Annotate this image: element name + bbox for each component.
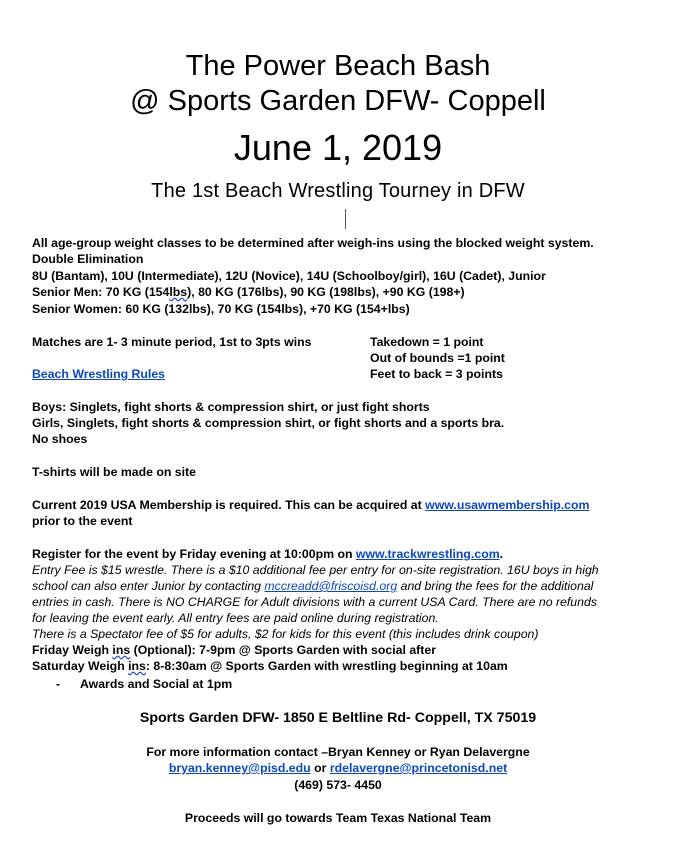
membership-text: Current 2019 USA Membership is required. This can be acquired at [32,498,426,512]
fees-line-2b: and bring the fees for the additional [397,579,594,593]
fees-line-3: entries in cash. There is NO CHARGE for Adult divisions with a current USA Card. There are no refunds [32,595,597,609]
senior-men-part-1: Senior Men: 70 KG (154 [32,285,170,299]
fees-line-4: for leaving the event early. All entry fees are paid online during registration. [32,611,439,625]
spectator-fee: There is a Spectator fee of $5 for adults, $2 for kids for this event (this includes drink coupon) [32,627,539,641]
register-line [32,546,503,562]
contact-line: For more information contact –Bryan Kenney or Ryan Delavergne [146,745,530,759]
mccreadd-email-link[interactable]: mccreadd@friscoisd.org [264,579,398,593]
event-date: June 1, 2019 [233,127,443,168]
title-line-1: The Power Beach Bash [185,50,491,82]
spellcheck-word: ins [128,659,146,673]
spellcheck-word: lbs [169,285,188,299]
attire-shoes: No shoes [32,432,88,446]
venue-address: Sports Garden DFW- 1850 E Beltline Rd- Coppell, TX 75019 [139,710,537,726]
saturday-weighins-a: Saturday Weigh [32,659,129,673]
fees-line-2 [32,578,593,594]
senior-women: Senior Women: 60 KG (132lbs), 70 KG (154lbs), +70 KG (154+lbs) [32,302,410,316]
spellcheck-word: ins [112,643,131,657]
ryan-email-link[interactable]: rdelavergne@princetonisd.net [329,761,508,775]
match-duration: Matches are 1- 3 minute period, 1st to 3pts wins [32,335,312,349]
age-groups: 8U (Bantam), 10U (Intermediate), 12U (Novice), 14U (Schoolboy/girl), 16U (Cadet), Junior [32,269,546,283]
contact-phone: (469) 573- 4450 [294,778,382,792]
scoring-feet-to-back: Feet to back = 3 points [370,367,503,381]
classes-intro: All age-group weight classes to be determined after weigh-ins using the blocked weight system. [32,236,594,250]
membership-line-2: prior to the event [32,514,133,528]
scoring-out-of-bounds: Out of bounds =1 point [370,351,505,365]
subtitle: The 1st Beach Wrestling Tourney in DFW [151,180,525,202]
proceeds-note: Proceeds will go towards Team Texas National Team [184,811,492,825]
register-end: . [499,547,504,561]
register-text: Register for the event by Friday evening at 10:00pm on [32,547,356,561]
contact-emails [0,760,676,776]
usaw-membership-link[interactable]: www.usawmembership.com [425,498,590,512]
tshirts-note: T-shirts will be made on site [32,465,196,479]
awards-social: Awards and Social at 1pm [80,677,233,691]
contact-or: or [310,761,330,775]
senior-men [32,284,465,300]
scoring-takedown: Takedown = 1 point [370,335,484,349]
beach-wrestling-rules-link[interactable]: Beach Wrestling Rules [32,367,166,381]
friday-weighins-b: (Optional): 7-9pm @ Sports Garden with social after [130,643,436,657]
title-line-2: @ Sports Garden DFW- Coppell [130,85,546,117]
text-cursor [345,209,346,229]
membership-line [32,497,589,513]
saturday-weighins-b: : 8-8:30am @ Sports Garden with wrestling beginning at 10am [145,659,508,673]
fees-line-1: Entry Fee is $15 wrestle. There is a $10 additional fee per entry for on-site registration. 16U boys in high [32,563,599,577]
awards-bullet: - [56,677,61,691]
saturday-weighins [32,658,508,674]
trackwrestling-link[interactable]: www.trackwrestling.com [355,547,500,561]
elimination-format: Double Elimination [32,252,144,266]
friday-weighins-a: Friday Weigh [32,643,113,657]
fees-line-2a: school can also enter Junior by contacting [32,579,265,593]
friday-weighins [32,642,436,658]
senior-men-part-2: ), 80 KG (176lbs), 90 KG (198lbs), +90 KG (198+) [187,285,465,299]
attire-girls: Girls, Singlets, fight shorts & compression shirt, or fight shorts and a sports bra. [32,416,505,430]
attire-boys: Boys: Singlets, fight shorts & compression shirt, or just fight shorts [32,400,430,414]
bryan-email-link[interactable]: bryan.kenney@pisd.edu [168,761,311,775]
